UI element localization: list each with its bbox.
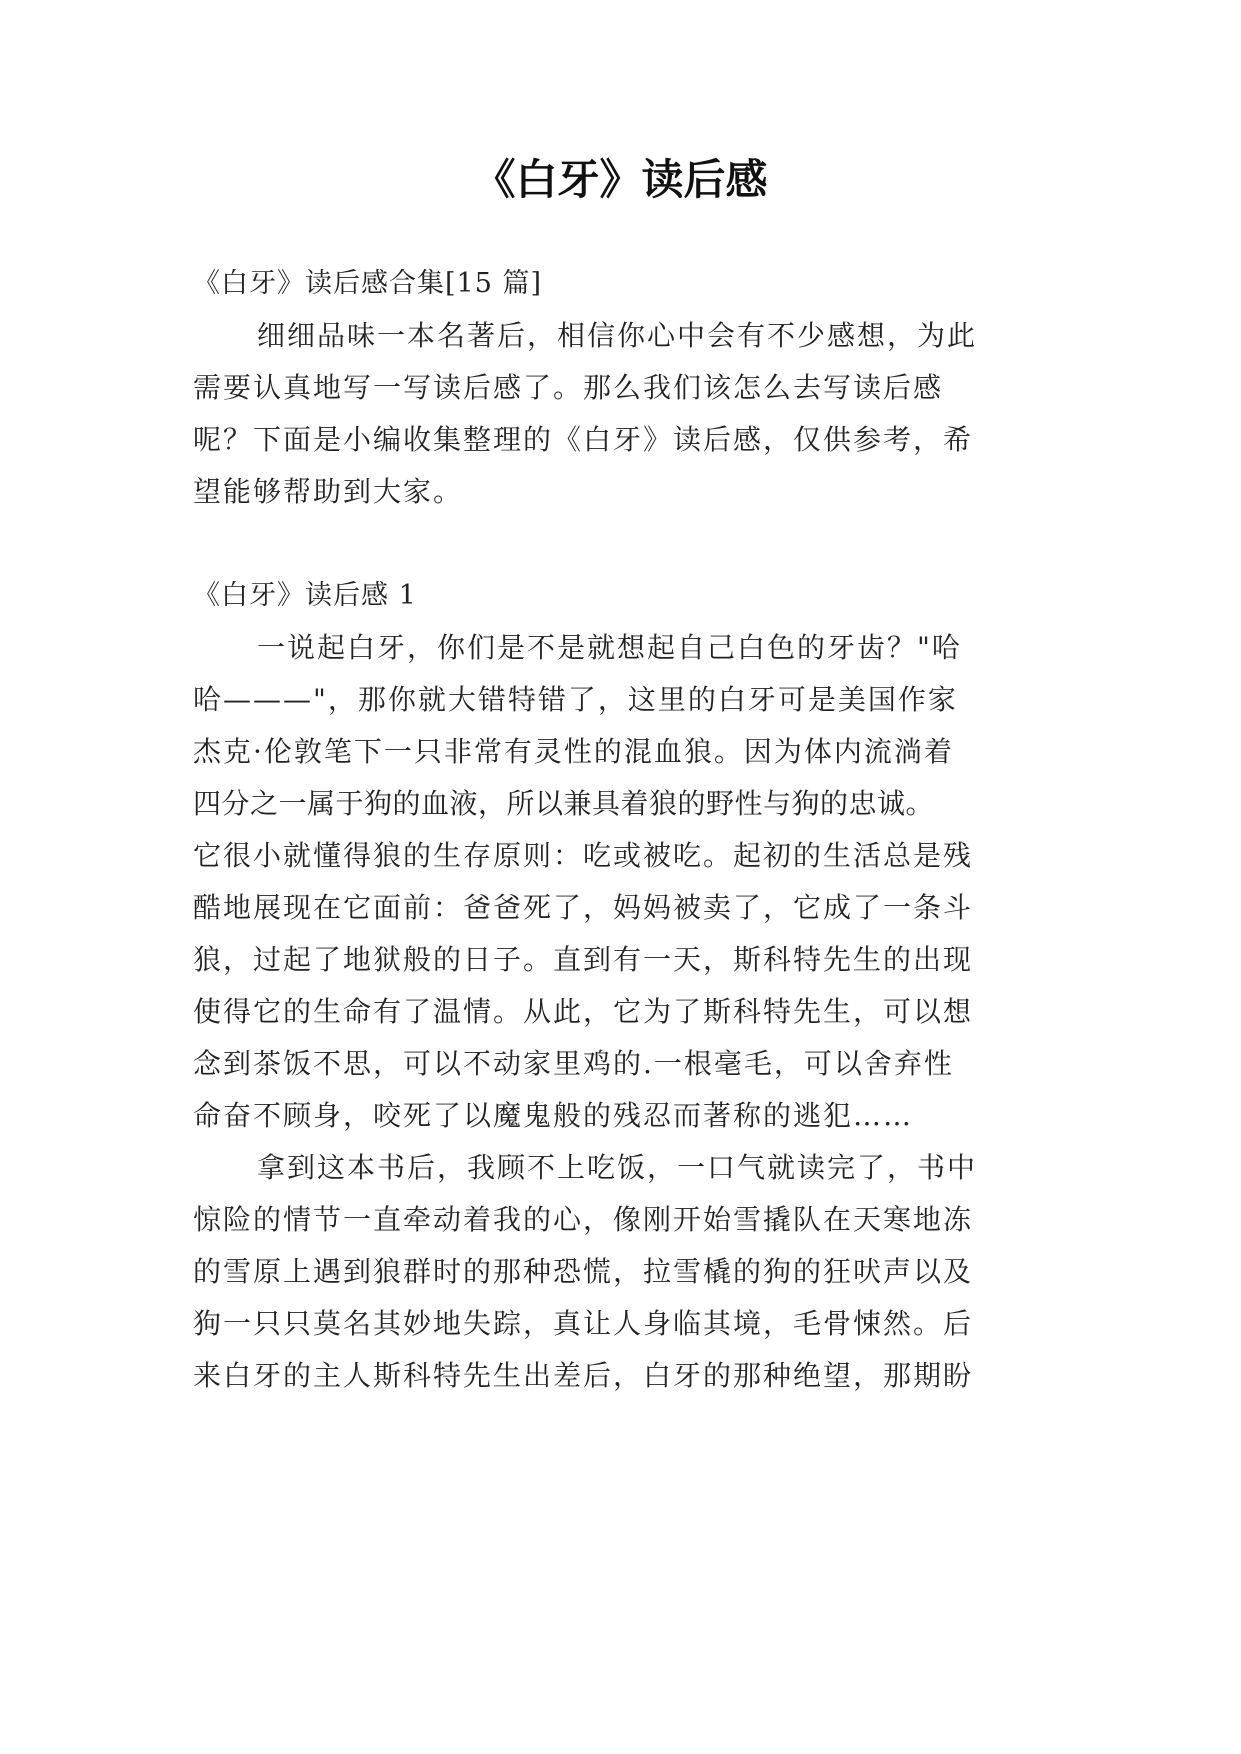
- paragraph-line: 酷地展现在它面前：爸爸死了，妈妈被卖了，它成了一条斗: [193, 891, 974, 924]
- paragraph-line: 拿到这本书后，我顾不上吃饭，一口气就读完了，书中: [257, 1151, 978, 1184]
- paragraph-line: 哈———"，那你就大错特错了，这里的白牙可是美国作家: [193, 683, 958, 716]
- paragraph-line: 它很小就懂得狼的生存原则：吃或被吃。起初的生活总是残: [193, 839, 974, 872]
- paragraph-line: 一说起白牙，你们是不是就想起自己白色的牙齿？"哈: [257, 631, 962, 664]
- paragraph-line: 杰克·伦敦笔下一只非常有灵性的混血狼。因为体内流淌着: [193, 735, 954, 768]
- paragraph-line: 的雪原上遇到狼群时的那种恐慌，拉雪橇的狗的狂吠声以及: [193, 1255, 974, 1288]
- paragraph-line: 使得它的生命有了温情。从此，它为了斯科特先生，可以想: [193, 995, 974, 1028]
- collection-subtitle: 《白牙》读后感合集[15 篇]: [193, 268, 543, 299]
- paragraph-line: 狗一只只莫名其妙地失踪，真让人身临其境，毛骨悚然。后: [193, 1307, 974, 1340]
- paragraph-line: 狼，过起了地狱般的日子。直到有一天，斯科特先生的出现: [193, 943, 974, 976]
- paragraph-line: 四分之一属于狗的血液，所以兼具着狼的野性与狗的忠诚。: [193, 787, 935, 820]
- paragraph-line: 念到茶饭不思，可以不动家里鸡的.一根毫毛，可以舍弃性: [193, 1047, 954, 1080]
- section-heading: 《白牙》读后感 1: [193, 580, 417, 611]
- document-title: 《白牙》读后感: [473, 155, 768, 204]
- paragraph-line: 命奋不顾身，咬死了以魔鬼般的残忍而著称的逃犯……: [193, 1099, 914, 1132]
- paragraph-line: 来白牙的主人斯科特先生出差后，白牙的那种绝望，那期盼: [193, 1359, 974, 1392]
- intro-line: 呢？下面是小编收集整理的《白牙》读后感，仅供参考，希: [193, 423, 974, 456]
- intro-line: 需要认真地写一写读后感了。那么我们该怎么去写读后感: [193, 371, 944, 404]
- paragraph-line: 惊险的情节一直牵动着我的心，像刚开始雪撬队在天寒地冻: [193, 1203, 974, 1236]
- intro-line: 细细品味一本名著后，相信你心中会有不少感想，为此: [257, 319, 978, 352]
- intro-line: 望能够帮助到大家。: [193, 475, 464, 508]
